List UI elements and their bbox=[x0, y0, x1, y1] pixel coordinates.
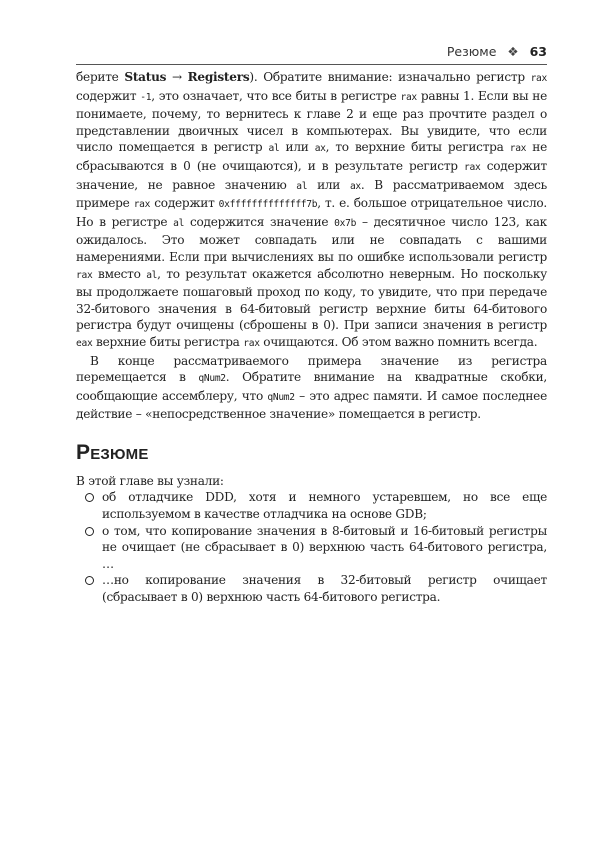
arrow-icon: → bbox=[166, 70, 188, 84]
circle-bullet-icon bbox=[85, 527, 94, 536]
page-body bbox=[76, 69, 547, 606]
paragraph-qnum2: В конце рассматриваемого примера значение из регистра перемещается в qNum2. Обратите внимание на квадратные скобки, сообщающие ассемблеру, что qNum2 – это адрес памяти. И самое последнее действие – «непосредственное значение» помещается в регистр. bbox=[76, 353, 547, 422]
running-head bbox=[76, 44, 547, 62]
header-rule bbox=[76, 64, 547, 65]
summary-list bbox=[76, 489, 547, 605]
page-number: 63 bbox=[529, 44, 547, 59]
paragraph-registers: берите Status → Registers). Обратите внимание: изначально регистр rax содержит -1, это означает, что все биты в регистре rax равны 1. Если вы не понимаете, почему, то вернитесь к главе 2 и еще раз прочтите раздел о представлении двоичных чисел в компьютерах. Вы увидите, что если число помещается в регистр al или ax, то верхние биты регистра rax не сбрасываются в 0 (не очищаются), и в результате регистр rax содержит значение, не равное значению al или ax. В рассматриваемом здесь примере rax содержит 0xffffffffffffff7b, т. е. большое отрицательное число. Но в регистре al содержится значение 0x7b – десятичное число 123, как ожидалось. Это может совпадать или не совпадать с вашими намерениями. Если при вычислениях вы по ошибке использовали регистр rax вместо al, то результат окажется абсолютно неверным. Но поскольку вы продолжаете пошаговый проход по коду, то увидите, что при передаче 32-битового значения в 64-битовый регистр верхние биты 64-битового регистра будут очищены (сброшены в 0). При записи значения в регистр eax верхние биты регистра rax очищаются. Об этом важно помнить всегда. bbox=[76, 70, 548, 349]
list-item: …но копирование значения в 32-битовый регистр очищает (сбрасывает в 0) верхнюю часть 64-битового регистра. bbox=[76, 572, 547, 605]
circle-bullet-icon bbox=[85, 576, 94, 585]
circle-bullet-icon bbox=[85, 493, 94, 502]
menu-path-status: Status bbox=[124, 70, 167, 84]
list-item: о том, что копирование значения в 8-битовый и 16-битовый регистры не очищает (не сбрасывает в 0) верхнюю часть 64-битового регистра, … bbox=[76, 523, 547, 573]
section-title: Резюме bbox=[76, 440, 149, 464]
list-item: об отладчике DDD, хотя и немного устаревшем, но все еще используемом в качестве отладчика на основе GDB; bbox=[76, 489, 547, 522]
running-head-section: Резюме bbox=[446, 44, 497, 59]
menu-path-registers: Registers bbox=[187, 70, 250, 84]
summary-intro: В этой главе вы узнали: bbox=[76, 473, 224, 488]
ornament-icon: ❖ bbox=[507, 44, 519, 59]
